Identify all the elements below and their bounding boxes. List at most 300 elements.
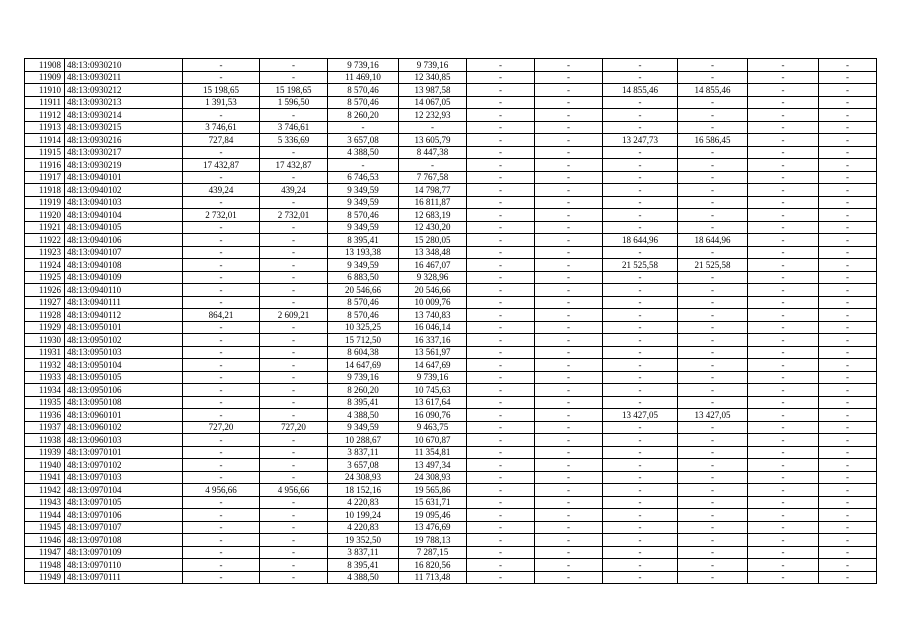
value-cell-4: - (260, 509, 328, 522)
row-number-cell: 11938 (25, 434, 65, 447)
cadastral-number-cell: 48:13:0970105 (65, 496, 183, 509)
cadastral-number-cell: 48:13:0930215 (65, 121, 183, 134)
value-cell-7: - (467, 384, 535, 397)
value-cell-11: - (748, 509, 819, 522)
value-cell-9: 13 247,73 (603, 134, 678, 147)
value-cell-11: - (748, 96, 819, 109)
value-cell-10: - (678, 346, 748, 359)
value-cell-8: - (535, 121, 603, 134)
value-cell-10: - (678, 459, 748, 472)
value-cell-12: - (819, 96, 877, 109)
cadastral-number-cell: 48:13:0970106 (65, 509, 183, 522)
value-cell-9: - (603, 321, 678, 334)
value-cell-7: - (467, 309, 535, 322)
value-cell-10: - (678, 421, 748, 434)
value-cell-6: 19 095,46 (399, 509, 467, 522)
value-cell-9: - (603, 384, 678, 397)
cadastral-number-cell: 48:13:0970109 (65, 546, 183, 559)
value-cell-6: 10 745,63 (399, 384, 467, 397)
value-cell-11: - (748, 496, 819, 509)
row-number-cell: 11940 (25, 459, 65, 472)
value-cell-3: 3 746,61 (183, 121, 260, 134)
value-cell-10: 14 855,46 (678, 84, 748, 97)
value-cell-10: - (678, 484, 748, 497)
value-cell-7: - (467, 59, 535, 72)
value-cell-5: 8 570,46 (328, 209, 399, 222)
row-number-cell: 11921 (25, 221, 65, 234)
value-cell-12: - (819, 359, 877, 372)
value-cell-6: 7 287,15 (399, 546, 467, 559)
value-cell-5: 4 388,50 (328, 409, 399, 422)
value-cell-4: - (260, 59, 328, 72)
value-cell-4: - (260, 384, 328, 397)
value-cell-9: - (603, 371, 678, 384)
row-number-cell: 11948 (25, 559, 65, 572)
value-cell-4: - (260, 446, 328, 459)
value-cell-7: - (467, 471, 535, 484)
value-cell-3: - (183, 334, 260, 347)
value-cell-6: 9 739,16 (399, 371, 467, 384)
value-cell-4: 2 732,01 (260, 209, 328, 222)
value-cell-12: - (819, 234, 877, 247)
value-cell-3: - (183, 59, 260, 72)
value-cell-6: 15 631,71 (399, 496, 467, 509)
value-cell-9: - (603, 471, 678, 484)
table-row (25, 209, 877, 222)
value-cell-7: - (467, 446, 535, 459)
value-cell-5: 9 349,59 (328, 184, 399, 197)
value-cell-4: - (260, 359, 328, 372)
value-cell-12: - (819, 534, 877, 547)
value-cell-10: - (678, 546, 748, 559)
value-cell-10: - (678, 334, 748, 347)
value-cell-10: - (678, 284, 748, 297)
value-cell-7: - (467, 509, 535, 522)
value-cell-4: - (260, 459, 328, 472)
value-cell-10: - (678, 496, 748, 509)
value-cell-3: 17 432,87 (183, 159, 260, 172)
value-cell-9: - (603, 184, 678, 197)
value-cell-12: - (819, 446, 877, 459)
value-cell-10: - (678, 159, 748, 172)
value-cell-5: 9 349,59 (328, 221, 399, 234)
value-cell-12: - (819, 221, 877, 234)
value-cell-7: - (467, 146, 535, 159)
value-cell-4: - (260, 546, 328, 559)
value-cell-5: 4 388,50 (328, 146, 399, 159)
value-cell-11: - (748, 271, 819, 284)
value-cell-10: - (678, 471, 748, 484)
value-cell-8: - (535, 234, 603, 247)
row-number-cell: 11914 (25, 134, 65, 147)
value-cell-8: - (535, 346, 603, 359)
value-cell-6: 9 463,75 (399, 421, 467, 434)
value-cell-5: 8 570,46 (328, 296, 399, 309)
value-cell-5: 11 469,10 (328, 71, 399, 84)
value-cell-6: 16 811,87 (399, 196, 467, 209)
cadastral-number-cell: 48:13:0940108 (65, 259, 183, 272)
value-cell-8: - (535, 184, 603, 197)
table-row (25, 509, 877, 522)
value-cell-11: - (748, 521, 819, 534)
cadastral-number-cell: 48:13:0940111 (65, 296, 183, 309)
table-row (25, 309, 877, 322)
cadastral-number-cell: 48:13:0970110 (65, 559, 183, 572)
value-cell-6: 10 009,76 (399, 296, 467, 309)
value-cell-6: 12 683,19 (399, 209, 467, 222)
value-cell-4: 4 956,66 (260, 484, 328, 497)
value-cell-6: 7 767,58 (399, 171, 467, 184)
cadastral-number-cell: 48:13:0950104 (65, 359, 183, 372)
table-row (25, 296, 877, 309)
row-number-cell: 11944 (25, 509, 65, 522)
value-cell-8: - (535, 446, 603, 459)
value-cell-10: - (678, 221, 748, 234)
value-cell-3: - (183, 221, 260, 234)
table-row (25, 121, 877, 134)
value-cell-8: - (535, 459, 603, 472)
value-cell-7: - (467, 221, 535, 234)
value-cell-7: - (467, 159, 535, 172)
row-number-cell: 11915 (25, 146, 65, 159)
value-cell-8: - (535, 246, 603, 259)
table-row (25, 571, 877, 584)
value-cell-8: - (535, 96, 603, 109)
table-row (25, 484, 877, 497)
value-cell-8: - (535, 421, 603, 434)
value-cell-11: - (748, 459, 819, 472)
value-cell-12: - (819, 496, 877, 509)
value-cell-7: - (467, 71, 535, 84)
value-cell-4: - (260, 284, 328, 297)
value-cell-7: - (467, 496, 535, 509)
table-row (25, 271, 877, 284)
row-number-cell: 11943 (25, 496, 65, 509)
value-cell-6: 19 788,13 (399, 534, 467, 547)
value-cell-8: - (535, 271, 603, 284)
value-cell-10: - (678, 146, 748, 159)
row-number-cell: 11922 (25, 234, 65, 247)
value-cell-6: 10 670,87 (399, 434, 467, 447)
cadastral-number-cell: 48:13:0950102 (65, 334, 183, 347)
value-cell-5: 8 395,41 (328, 234, 399, 247)
cadastral-number-cell: 48:13:0930219 (65, 159, 183, 172)
cadastral-number-cell: 48:13:0940107 (65, 246, 183, 259)
value-cell-3: - (183, 496, 260, 509)
cadastral-number-cell: 48:13:0970111 (65, 571, 183, 584)
value-cell-7: - (467, 171, 535, 184)
value-cell-6: 16 337,16 (399, 334, 467, 347)
value-cell-9: 21 525,58 (603, 259, 678, 272)
value-cell-3: - (183, 521, 260, 534)
cadastral-number-cell: 48:13:0930211 (65, 71, 183, 84)
row-number-cell: 11949 (25, 571, 65, 584)
table-row (25, 196, 877, 209)
row-number-cell: 11933 (25, 371, 65, 384)
table-row (25, 234, 877, 247)
value-cell-11: - (748, 146, 819, 159)
value-cell-11: - (748, 296, 819, 309)
value-cell-4: - (260, 234, 328, 247)
table-row (25, 184, 877, 197)
value-cell-12: - (819, 84, 877, 97)
table-row (25, 521, 877, 534)
value-cell-5: 14 647,69 (328, 359, 399, 372)
value-cell-11: - (748, 109, 819, 122)
value-cell-7: - (467, 571, 535, 584)
row-number-cell: 11909 (25, 71, 65, 84)
value-cell-4: - (260, 396, 328, 409)
value-cell-5: 6 746,53 (328, 171, 399, 184)
value-cell-11: - (748, 234, 819, 247)
row-number-cell: 11926 (25, 284, 65, 297)
value-cell-5: 10 199,24 (328, 509, 399, 522)
cadastral-number-cell: 48:13:0950108 (65, 396, 183, 409)
value-cell-7: - (467, 121, 535, 134)
value-cell-10: - (678, 246, 748, 259)
value-cell-5: 18 152,16 (328, 484, 399, 497)
value-cell-7: - (467, 559, 535, 572)
table-row (25, 71, 877, 84)
value-cell-12: - (819, 259, 877, 272)
value-cell-6: 13 987,58 (399, 84, 467, 97)
row-number-cell: 11941 (25, 471, 65, 484)
value-cell-8: - (535, 484, 603, 497)
value-cell-11: - (748, 284, 819, 297)
value-cell-3: - (183, 109, 260, 122)
value-cell-11: - (748, 346, 819, 359)
table-row (25, 359, 877, 372)
value-cell-4: 5 336,69 (260, 134, 328, 147)
cadastral-number-cell: 48:13:0930210 (65, 59, 183, 72)
value-cell-6: 13 617,64 (399, 396, 467, 409)
value-cell-4: - (260, 559, 328, 572)
table-row (25, 146, 877, 159)
value-cell-3: - (183, 459, 260, 472)
value-cell-8: - (535, 534, 603, 547)
value-cell-8: - (535, 71, 603, 84)
value-cell-7: - (467, 546, 535, 559)
value-cell-7: - (467, 246, 535, 259)
value-cell-11: - (748, 259, 819, 272)
table-row (25, 346, 877, 359)
row-number-cell: 11918 (25, 184, 65, 197)
value-cell-11: - (748, 121, 819, 134)
table-row (25, 446, 877, 459)
value-cell-3: 4 956,66 (183, 484, 260, 497)
value-cell-9: - (603, 571, 678, 584)
value-cell-9: - (603, 459, 678, 472)
value-cell-3: - (183, 246, 260, 259)
value-cell-12: - (819, 559, 877, 572)
value-cell-9: - (603, 359, 678, 372)
value-cell-12: - (819, 71, 877, 84)
row-number-cell: 11925 (25, 271, 65, 284)
value-cell-8: - (535, 134, 603, 147)
cadastral-number-cell: 48:13:0970102 (65, 459, 183, 472)
value-cell-10: - (678, 96, 748, 109)
value-cell-12: - (819, 396, 877, 409)
value-cell-10: - (678, 171, 748, 184)
value-cell-7: - (467, 209, 535, 222)
value-cell-3: - (183, 146, 260, 159)
cadastral-number-cell: 48:13:0970108 (65, 534, 183, 547)
value-cell-9: - (603, 559, 678, 572)
row-number-cell: 11927 (25, 296, 65, 309)
value-cell-10: - (678, 446, 748, 459)
value-cell-9: - (603, 271, 678, 284)
value-cell-6: 19 565,86 (399, 484, 467, 497)
value-cell-9: - (603, 146, 678, 159)
value-cell-9: - (603, 434, 678, 447)
value-cell-9: 14 855,46 (603, 84, 678, 97)
value-cell-10: - (678, 121, 748, 134)
value-cell-11: - (748, 246, 819, 259)
value-cell-11: - (748, 396, 819, 409)
value-cell-10: - (678, 571, 748, 584)
value-cell-6: - (399, 121, 467, 134)
table-row (25, 321, 877, 334)
value-cell-8: - (535, 384, 603, 397)
value-cell-3: 727,84 (183, 134, 260, 147)
value-cell-7: - (467, 96, 535, 109)
value-cell-10: 21 525,58 (678, 259, 748, 272)
value-cell-9: - (603, 121, 678, 134)
value-cell-4: - (260, 259, 328, 272)
value-cell-11: - (748, 534, 819, 547)
value-cell-6: 16 467,07 (399, 259, 467, 272)
value-cell-12: - (819, 296, 877, 309)
value-cell-5: 8 570,46 (328, 96, 399, 109)
value-cell-4: - (260, 296, 328, 309)
row-number-cell: 11913 (25, 121, 65, 134)
value-cell-4: - (260, 196, 328, 209)
value-cell-8: - (535, 334, 603, 347)
value-cell-7: - (467, 459, 535, 472)
value-cell-10: - (678, 434, 748, 447)
value-cell-3: - (183, 434, 260, 447)
value-cell-8: - (535, 571, 603, 584)
cadastral-number-cell: 48:13:0940103 (65, 196, 183, 209)
value-cell-7: - (467, 409, 535, 422)
value-cell-7: - (467, 396, 535, 409)
table-row (25, 559, 877, 572)
value-cell-4: - (260, 71, 328, 84)
value-cell-9: - (603, 209, 678, 222)
value-cell-3: - (183, 196, 260, 209)
value-cell-7: - (467, 321, 535, 334)
value-cell-11: - (748, 221, 819, 234)
cadastral-number-cell: 48:13:0970104 (65, 484, 183, 497)
value-cell-10: - (678, 71, 748, 84)
value-cell-12: - (819, 384, 877, 397)
value-cell-5: 9 739,16 (328, 59, 399, 72)
value-cell-7: - (467, 484, 535, 497)
value-cell-5: 4 220,83 (328, 521, 399, 534)
value-cell-10: 13 427,05 (678, 409, 748, 422)
value-cell-4: - (260, 321, 328, 334)
value-cell-12: - (819, 134, 877, 147)
value-cell-5: 3 657,08 (328, 459, 399, 472)
table-row (25, 396, 877, 409)
value-cell-12: - (819, 346, 877, 359)
value-cell-10: - (678, 521, 748, 534)
value-cell-9: - (603, 59, 678, 72)
value-cell-4: 17 432,87 (260, 159, 328, 172)
value-cell-12: - (819, 309, 877, 322)
value-cell-6: 24 308,93 (399, 471, 467, 484)
value-cell-11: - (748, 309, 819, 322)
table-row (25, 471, 877, 484)
value-cell-7: - (467, 421, 535, 434)
value-cell-5: - (328, 159, 399, 172)
value-cell-9: - (603, 521, 678, 534)
value-cell-4: - (260, 471, 328, 484)
value-cell-6: 16 820,56 (399, 559, 467, 572)
value-cell-12: - (819, 421, 877, 434)
value-cell-8: - (535, 496, 603, 509)
value-cell-10: - (678, 509, 748, 522)
value-cell-4: - (260, 434, 328, 447)
table-row (25, 59, 877, 72)
value-cell-7: - (467, 334, 535, 347)
value-cell-12: - (819, 121, 877, 134)
value-cell-3: 1 391,53 (183, 96, 260, 109)
value-cell-3: 864,21 (183, 309, 260, 322)
value-cell-8: - (535, 434, 603, 447)
value-cell-12: - (819, 184, 877, 197)
value-cell-3: - (183, 271, 260, 284)
value-cell-3: 727,20 (183, 421, 260, 434)
value-cell-3: - (183, 71, 260, 84)
value-cell-7: - (467, 259, 535, 272)
value-cell-4: - (260, 534, 328, 547)
value-cell-3: - (183, 346, 260, 359)
table-row (25, 246, 877, 259)
value-cell-11: - (748, 434, 819, 447)
value-cell-8: - (535, 359, 603, 372)
value-cell-8: - (535, 559, 603, 572)
value-cell-9: - (603, 221, 678, 234)
value-cell-3: - (183, 384, 260, 397)
value-cell-8: - (535, 109, 603, 122)
value-cell-5: 15 712,50 (328, 334, 399, 347)
value-cell-11: - (748, 409, 819, 422)
value-cell-6: 8 447,38 (399, 146, 467, 159)
value-cell-4: - (260, 221, 328, 234)
value-cell-9: - (603, 96, 678, 109)
row-number-cell: 11917 (25, 171, 65, 184)
value-cell-11: - (748, 321, 819, 334)
row-number-cell: 11935 (25, 396, 65, 409)
value-cell-12: - (819, 271, 877, 284)
cadastral-number-cell: 48:13:0960102 (65, 421, 183, 434)
value-cell-12: - (819, 196, 877, 209)
value-cell-7: - (467, 359, 535, 372)
value-cell-4: - (260, 334, 328, 347)
value-cell-10: - (678, 209, 748, 222)
value-cell-4: 1 596,50 (260, 96, 328, 109)
value-cell-10: 18 644,96 (678, 234, 748, 247)
value-cell-9: - (603, 309, 678, 322)
row-number-cell: 11936 (25, 409, 65, 422)
value-cell-9: - (603, 246, 678, 259)
value-cell-9: - (603, 171, 678, 184)
value-cell-6: 14 067,05 (399, 96, 467, 109)
value-cell-9: 13 427,05 (603, 409, 678, 422)
value-cell-3: - (183, 546, 260, 559)
value-cell-10: 16 586,45 (678, 134, 748, 147)
